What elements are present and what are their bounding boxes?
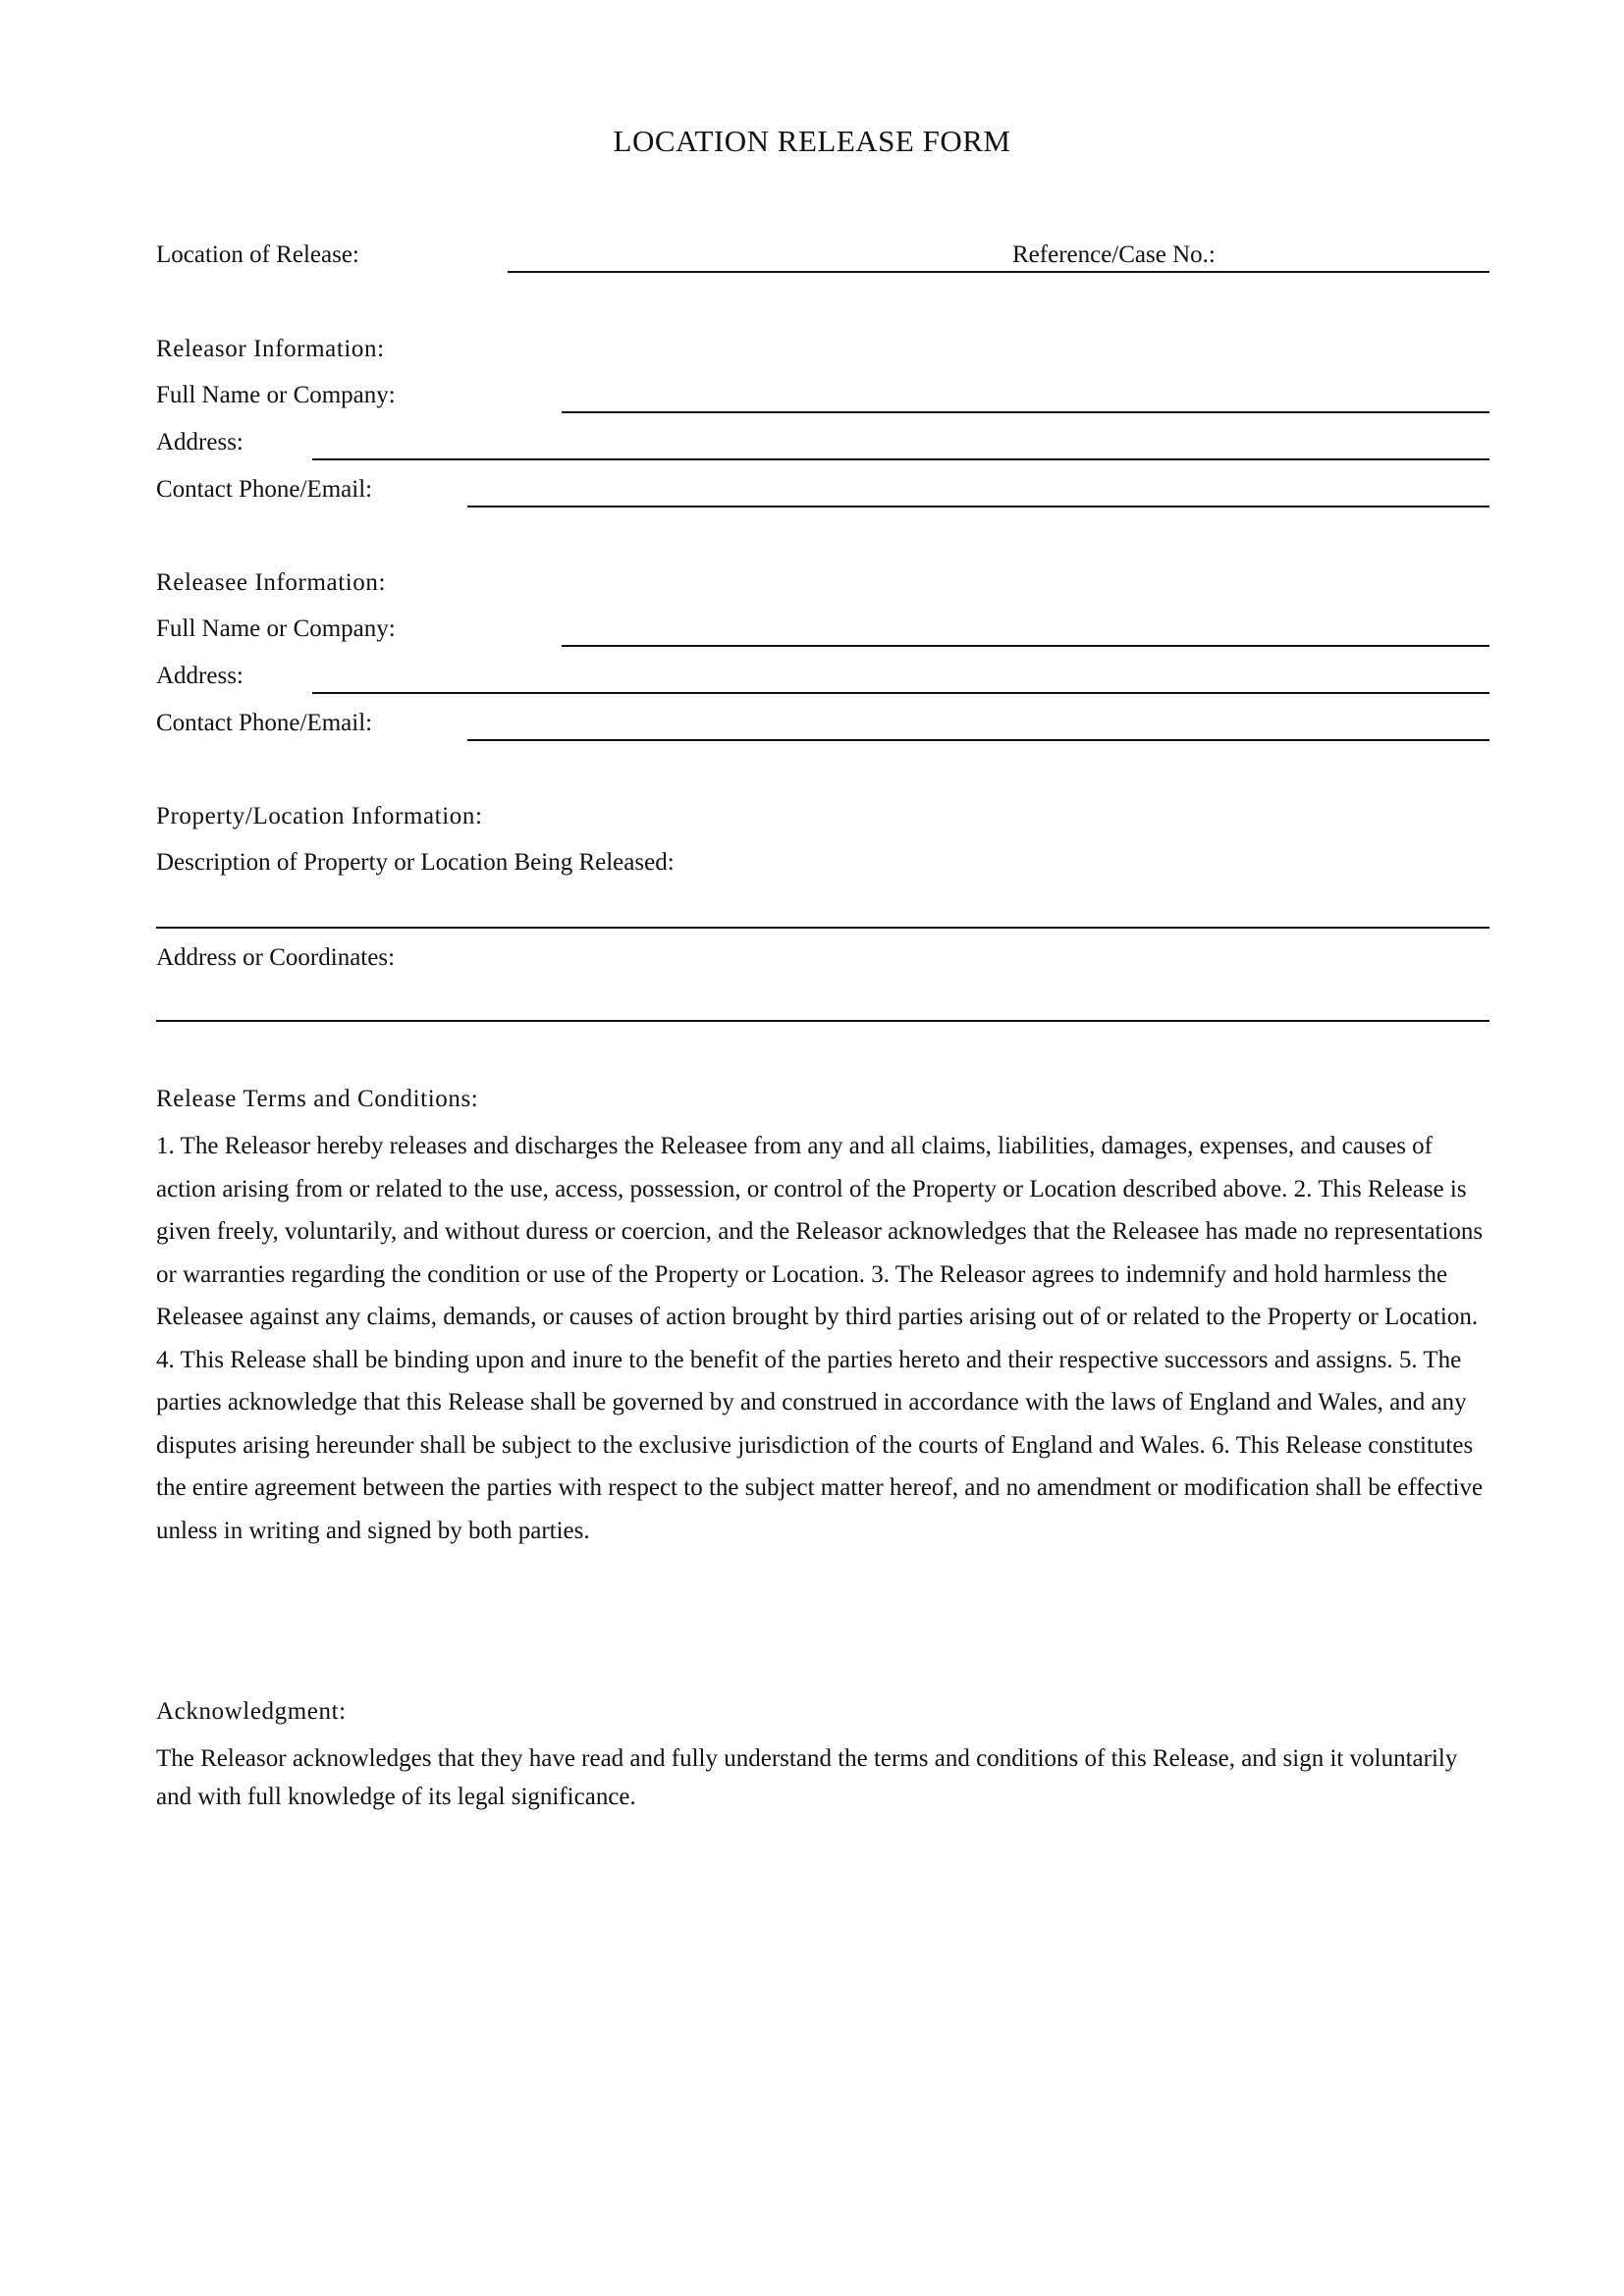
location-of-release-label: Location of Release: [156,241,359,268]
releasor-address-field[interactable] [312,458,1489,460]
reference-case-label: Reference/Case No.: [1012,241,1216,268]
releasee-name-label: Full Name or Company: [156,615,396,642]
releasee-name-field[interactable] [562,645,1489,647]
releasor-heading: Releasor Information: [156,336,385,362]
property-address-label: Address or Coordinates: [156,944,396,971]
terms-text: 1. The Releasor hereby releases and discharges the Releasee from any and all claims, liabilities, damages, expenses, and causes of action arising from or related to the use, access, possession, or control of the Property or Location described above. 2. This Release is given freely, voluntarily, and without duress or coercion, and the Releasor acknowledges that the Releasee has made no representations or warranties regarding the condition or use of the Property or Location. 3. The Releasor agrees to indemnify and hold harmless the Releasee against any claims, demands, or causes of action brought by third parties arising out of or related to the Property or Location. 4. This Release shall be binding upon and inure to the benefit of the parties hereto and their respective successors and assigns. 5. The parties acknowledge that this Release shall be governed by and construed in accordance with the laws of England and Wales, and any disputes arising hereunder shall be subject to the exclusive jurisdiction of the courts of England and Wales. 6. This Release constitutes the entire agreement between the parties with respect to the subject matter hereof, and no amendment or modification shall be effective unless in writing and signed by both parties. [156,1133,1484,1544]
property-description-label: Description of Property or Location Being Released: [156,849,675,876]
releasee-heading: Releasee Information: [156,569,387,596]
terms-heading: Release Terms and Conditions: [156,1086,479,1112]
releasor-name-label: Full Name or Company: [156,382,396,408]
releasee-address-field[interactable] [312,692,1489,694]
releasor-contact-label: Contact Phone/Email: [156,476,373,503]
releasor-name-field[interactable] [562,411,1489,413]
location-of-release-field[interactable] [508,271,1489,273]
releasee-contact-field[interactable] [467,739,1489,741]
acknowledgment-heading: Acknowledgment: [156,1698,347,1725]
property-address-field[interactable] [156,1020,1489,1022]
page-title: LOCATION RELEASE FORM [613,124,1011,158]
releasor-address-label: Address: [156,429,244,455]
property-heading: Property/Location Information: [156,803,483,829]
property-description-field[interactable] [156,927,1489,929]
releasor-contact-field[interactable] [467,506,1489,507]
releasee-address-label: Address: [156,663,244,689]
releasee-contact-label: Contact Phone/Email: [156,710,373,736]
acknowledgment-text: The Releasor acknowledges that they have read and fully understand the terms and conditions of this Release, and sign it voluntarily and with full knowledge of its legal significance. [156,1745,1458,1810]
